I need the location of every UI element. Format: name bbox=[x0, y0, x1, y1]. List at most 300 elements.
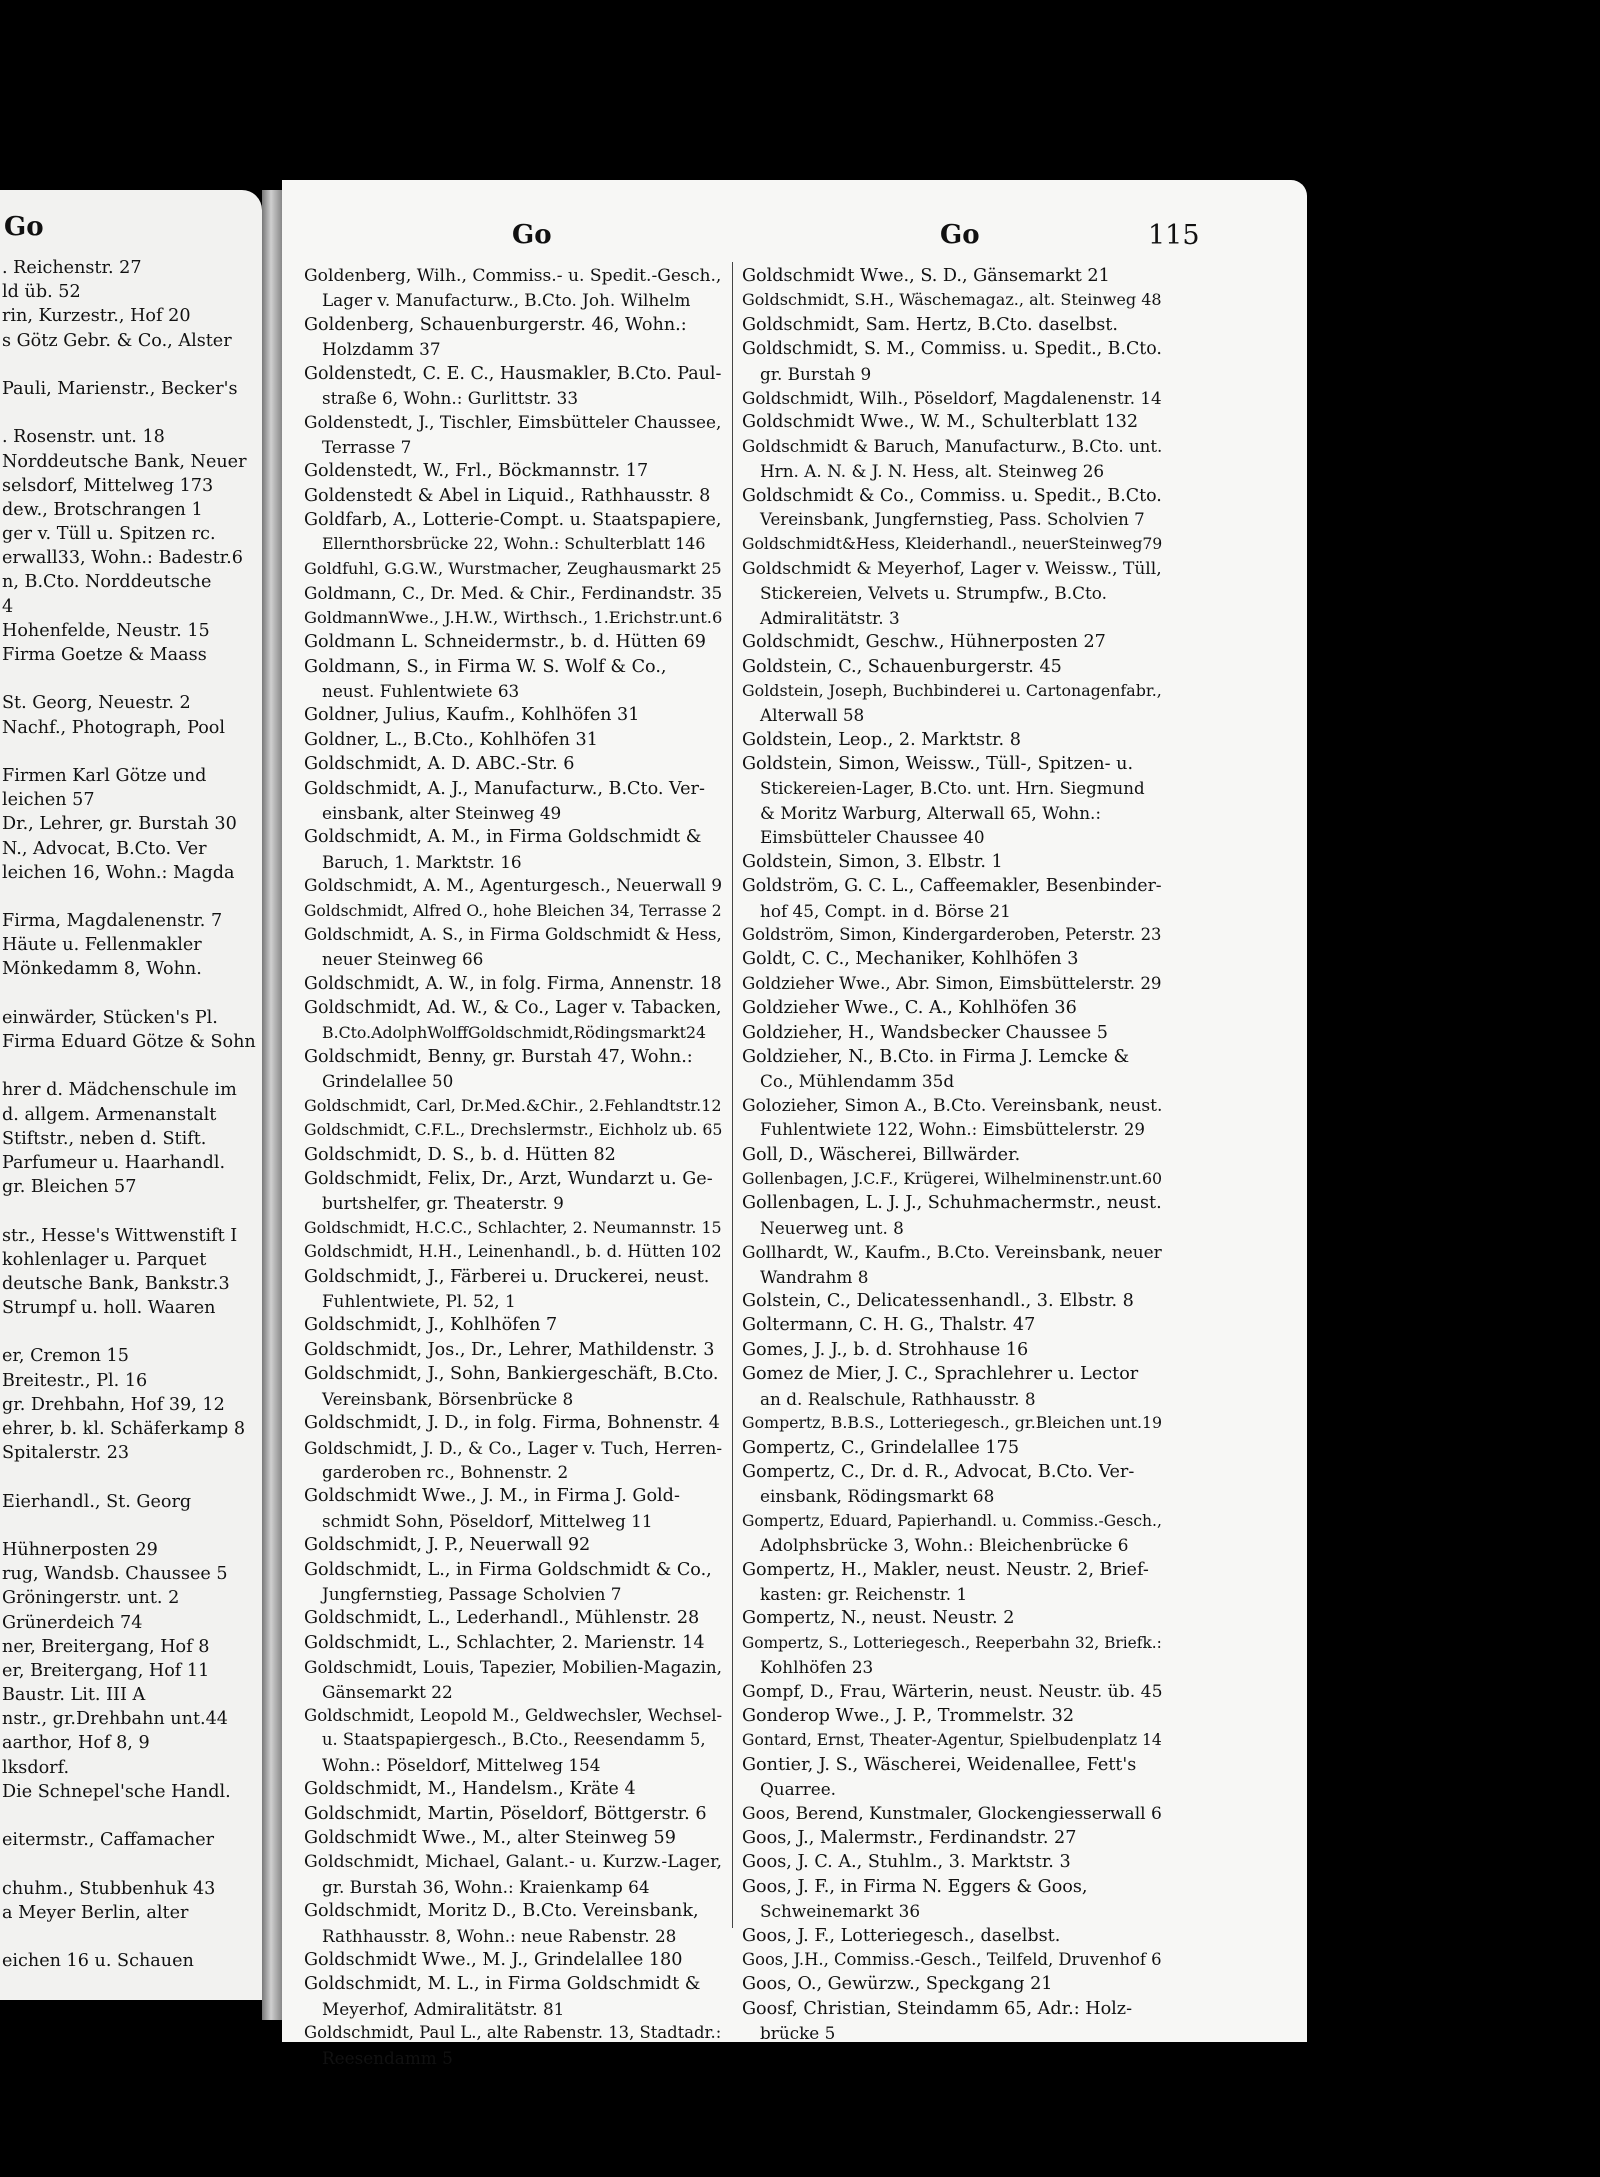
directory-entry bbox=[742, 679, 1162, 728]
entry-line: Goldschmidt, M., Handelsm., Kräte 4 bbox=[304, 1779, 636, 1800]
entry-continuation-line: Hrn. A. N. & J. N. Hess, alt. Steinweg 26 bbox=[760, 461, 1105, 482]
entry-line: Goldschmidt Wwe., M., alter Steinweg 59 bbox=[304, 1828, 676, 1848]
entry-continuation-line: Jungfernstieg, Passage Scholvien 7 bbox=[322, 1583, 622, 1604]
directory-entry bbox=[742, 410, 1162, 434]
entry-continuation-line: straße 6, Wohn.: Gurlittstr. 33 bbox=[322, 388, 579, 409]
directory-entry bbox=[742, 1045, 1162, 1094]
entry-line: Goldschmidt & Co., Commiss. u. Spedit., B.Cto. bbox=[742, 485, 1162, 506]
entry-continuation-line: Adolphsbrücke 3, Wohn.: Bleichenbrücke 6 bbox=[760, 1535, 1129, 1556]
left-page-line: Firmen Karl Götze und bbox=[2, 765, 207, 786]
left-page-line: Pauli, Marienstr., Becker's bbox=[2, 378, 238, 399]
entry-continuation-line: B.Cto.AdolphWolffGoldschmidt,Rödingsmarkt24 bbox=[322, 1022, 706, 1042]
directory-entry bbox=[304, 2021, 722, 2070]
left-page-lines bbox=[2, 256, 256, 1973]
entry-line: Goldström, Simon, Kindergarderoben, Peterstr. 23 bbox=[742, 924, 1162, 944]
entry-continuation-line: Gänsemarkt 22 bbox=[322, 1681, 453, 1702]
entry-line: Goldzieher, N., B.Cto. in Firma J. Lemcke & bbox=[742, 1047, 1130, 1067]
left-page-line: er, Breitergang, Hof 11 bbox=[2, 1660, 210, 1681]
left-page-line: gr. Drehbahn, Hof 39, 12 bbox=[2, 1394, 225, 1415]
directory-entry bbox=[742, 1680, 1162, 1704]
entry-continuation-line: Stickereien, Velvets u. Strumpfw., B.Cto. bbox=[760, 583, 1107, 604]
left-page-line: er, Cremon 15 bbox=[2, 1346, 129, 1367]
entry-line: Goldschmidt, H.C.C., Schlachter, 2. Neumannstr. 15 bbox=[304, 1217, 722, 1237]
directory-entry bbox=[304, 1484, 722, 1533]
left-page-line: Stiftstr., neben d. Stift. bbox=[2, 1128, 207, 1149]
left-page-line bbox=[2, 1465, 256, 1489]
entry-continuation-line: Co., Mühlendamm 35d bbox=[760, 1071, 955, 1092]
entry-continuation-line: Eimsbütteler Chaussee 40 bbox=[760, 827, 985, 848]
directory-entry bbox=[304, 1338, 722, 1362]
left-page-line: Norddeutsche Bank, Neuer bbox=[2, 451, 247, 472]
entry-line: Goldzieher Wwe., Abr. Simon, Eimsbüttelerstr. 29 bbox=[742, 973, 1162, 993]
entry-line: Goldstein, Simon, 3. Elbstr. 1 bbox=[742, 851, 1003, 872]
directory-entry bbox=[304, 606, 722, 630]
entry-continuation-line: Neuerweg unt. 8 bbox=[760, 1217, 904, 1238]
directory-entry bbox=[304, 264, 722, 313]
entry-line: Goosf, Christian, Steindamm 65, Adr.: Holz- bbox=[742, 1998, 1133, 2019]
directory-entry bbox=[304, 459, 722, 483]
entry-line: Goos, J. F., in Firma N. Eggers & Goos, bbox=[742, 1876, 1088, 1897]
entry-line: Goldschmidt, A. S., in Firma Goldschmidt & Hess, bbox=[304, 924, 722, 944]
entry-line: Goldschmidt, Jos., Dr., Lehrer, Mathildenstr. 3 bbox=[304, 1339, 715, 1360]
entry-line: Gomez de Mier, J. C., Sprachlehrer u. Lector bbox=[742, 1364, 1139, 1385]
left-page-line: ger v. Tüll u. Spitzen rc. bbox=[2, 524, 216, 545]
directory-entry bbox=[304, 655, 722, 704]
entry-line: Goldfarb, A., Lotterie-Compt. u. Staatspapiere, bbox=[304, 510, 722, 531]
entry-line: Goldmann, C., Dr. Med. & Chir., Ferdinandstr. 35 bbox=[304, 583, 723, 604]
entry-continuation-line: neust. Fuhlentwiete 63 bbox=[322, 680, 520, 701]
entry-continuation-line: brücke 5 bbox=[760, 2023, 836, 2044]
left-page-line: s Götz Gebr. & Co., Alster bbox=[2, 330, 232, 351]
left-page-line: d. allgem. Armenanstalt bbox=[2, 1104, 217, 1125]
left-page-line: Nachf., Photograph, Pool bbox=[2, 717, 226, 738]
directory-entry bbox=[304, 508, 722, 557]
entry-line: Goldner, L., B.Cto., Kohlhöfen 31 bbox=[304, 729, 598, 750]
entry-continuation-line: an d. Realschule, Rathhausstr. 8 bbox=[760, 1388, 1036, 1409]
left-page-line: St. Georg, Neuestr. 2 bbox=[2, 693, 191, 714]
left-page-line: nstr., gr.Drehbahn unt.44 bbox=[2, 1709, 228, 1730]
left-page-line: Firma, Magdalenenstr. 7 bbox=[2, 911, 223, 932]
entry-line: Gompertz, N., neust. Neustr. 2 bbox=[742, 1608, 1015, 1629]
entry-line: Gollhardt, W., Kaufm., B.Cto. Vereinsbank, neuer bbox=[742, 1242, 1162, 1263]
directory-entry bbox=[742, 1313, 1162, 1337]
entry-line: Goldschmidt, L., Lederhandl., Mühlenstr. 28 bbox=[304, 1608, 700, 1629]
left-page-line bbox=[2, 982, 256, 1006]
entry-line: Goldenstedt & Abel in Liquid., Rathhausstr. 8 bbox=[304, 485, 711, 506]
left-page-line: Die Schnepel'sche Handl. bbox=[2, 1781, 231, 1802]
entry-continuation-line: Lager v. Manufacturw., B.Cto. Joh. Wilhelm bbox=[322, 290, 691, 311]
entry-line: Goldschmidt Wwe., M. J., Grindelallee 180 bbox=[304, 1950, 683, 1971]
entry-line: Gontard, Ernst, Theater-Agentur, Spielbudenplatz 14 bbox=[742, 1731, 1162, 1750]
entry-line: Goldschmidt, A. M., in Firma Goldschmidt & bbox=[304, 827, 702, 848]
directory-entry bbox=[304, 972, 722, 996]
entry-line: Goldschmidt, J. P., Neuerwall 92 bbox=[304, 1535, 591, 1556]
entry-continuation-line: Holzdamm 37 bbox=[322, 339, 441, 360]
entry-line: Gontier, J. S., Wäscherei, Weidenallee, Fett's bbox=[742, 1754, 1137, 1775]
entry-line: Goldschmidt, Sam. Hertz, B.Cto. daselbst. bbox=[742, 314, 1118, 335]
directory-entry bbox=[742, 1802, 1162, 1826]
left-page-line: Spitalerstr. 23 bbox=[2, 1443, 130, 1464]
directory-entry bbox=[304, 362, 722, 411]
directory-entry bbox=[742, 1606, 1162, 1630]
left-page-line: N., Advocat, B.Cto. Ver bbox=[2, 838, 207, 859]
entry-continuation-line: Schweinemarkt 36 bbox=[760, 1901, 921, 1922]
directory-entry bbox=[304, 1972, 722, 2021]
left-page-line bbox=[2, 740, 256, 764]
left-page-line: gr. Bleichen 57 bbox=[2, 1177, 137, 1198]
entry-continuation-line: Reesendamm 5 bbox=[322, 2047, 453, 2068]
directory-entry bbox=[742, 972, 1162, 996]
left-page-line: Firma Eduard Götze & Sohn bbox=[2, 1032, 256, 1052]
directory-entry bbox=[304, 1094, 722, 1118]
entry-line: Goldschmidt, J., Sohn, Bankiergeschäft, B.Cto. bbox=[304, 1364, 719, 1385]
entry-line: Goll, D., Wäscherei, Billwärder. bbox=[742, 1144, 1021, 1165]
entry-line: GoldmannWwe., J.H.W., Wirthsch., 1.Erichstr.unt.6 bbox=[304, 607, 723, 627]
entry-continuation-line: gr. Burstah 36, Wohn.: Kraienkamp 64 bbox=[322, 1876, 650, 1897]
directory-entry bbox=[742, 1972, 1162, 1996]
directory-entry bbox=[742, 1436, 1162, 1460]
directory-entry bbox=[742, 1338, 1162, 1362]
column-header-right: Go bbox=[940, 220, 980, 250]
directory-entry bbox=[742, 1704, 1162, 1728]
entry-line: Goos, O., Gewürzw., Speckgang 21 bbox=[742, 1974, 1053, 1995]
directory-entry bbox=[742, 1021, 1162, 1045]
entry-continuation-line: kasten: gr. Reichenstr. 1 bbox=[760, 1583, 968, 1604]
entry-line: Goldschmidt, Moritz D., B.Cto. Vereinsbank, bbox=[304, 1901, 699, 1922]
directory-column-2 bbox=[742, 264, 1162, 2046]
directory-entry bbox=[304, 630, 722, 654]
entry-line: Goldzieher Wwe., C. A., Kohlhöfen 36 bbox=[742, 998, 1077, 1019]
entry-line: Gompertz, H., Makler, neust. Neustr. 2, Brief- bbox=[742, 1559, 1149, 1580]
entry-line: Goldschmidt, M. L., in Firma Goldschmidt & bbox=[304, 1974, 701, 1995]
right-page bbox=[282, 180, 1307, 2068]
directory-entry bbox=[304, 581, 722, 605]
entry-line: Goldstein, Leop., 2. Marktstr. 8 bbox=[742, 729, 1021, 750]
directory-entry bbox=[742, 1411, 1162, 1435]
entry-continuation-line: einsbank, Rödingsmarkt 68 bbox=[760, 1486, 995, 1507]
left-page-line: eitermstr., Caffamacher bbox=[2, 1830, 215, 1851]
left-page-line: Gröningerstr. unt. 2 bbox=[2, 1588, 180, 1609]
left-page-line: Breitestr., Pl. 16 bbox=[2, 1370, 148, 1391]
entry-line: Goldschmidt, H.H., Leinenhandl., b. d. Hütten 102 bbox=[304, 1242, 722, 1262]
directory-entry bbox=[742, 728, 1162, 752]
directory-entry bbox=[742, 1509, 1162, 1558]
entry-continuation-line: Rathhausstr. 8, Wohn.: neue Rabenstr. 28 bbox=[322, 1925, 677, 1946]
entry-line: Goldschmidt Wwe., J. M., in Firma J. Gold- bbox=[304, 1486, 680, 1507]
directory-entry bbox=[304, 484, 722, 508]
directory-entry bbox=[742, 532, 1162, 556]
entry-line: Goldschmidt & Baruch, Manufacturw., B.Cto. unt. bbox=[742, 436, 1163, 456]
directory-entry bbox=[742, 1191, 1162, 1240]
directory-entry bbox=[742, 557, 1162, 630]
entry-line: Goldmann, S., in Firma W. S. Wolf & Co., bbox=[304, 656, 667, 677]
left-page-line: Parfumeur u. Haarhandl. bbox=[2, 1152, 226, 1173]
directory-entry bbox=[304, 313, 722, 362]
directory-entry bbox=[304, 703, 722, 727]
entry-line: Goldschmidt, A. W., in folg. Firma, Annenstr. 18 bbox=[304, 973, 722, 994]
directory-entry bbox=[304, 1802, 722, 1826]
entry-line: Gomes, J. J., b. d. Strohhause 16 bbox=[742, 1339, 1029, 1360]
directory-entry bbox=[742, 1924, 1162, 1948]
entry-line: Goldt, C. C., Mechaniker, Kohlhöfen 3 bbox=[742, 949, 1079, 970]
entry-line: Gollenbagen, L. J. J., Schuhmachermstr., neust. bbox=[742, 1193, 1162, 1214]
directory-entry bbox=[304, 1631, 722, 1655]
directory-entry bbox=[742, 1753, 1162, 1802]
left-page-line: Hühnerposten 29 bbox=[2, 1539, 158, 1560]
entry-continuation-line: garderoben rc., Bohnenstr. 2 bbox=[322, 1461, 569, 1482]
entry-line: Gollenbagen, J.C.F., Krügerei, Wilhelminenstr.unt.60 bbox=[742, 1169, 1163, 1189]
entry-line: Goldschmidt, S.H., Wäschemagaz., alt. Steinweg 48 bbox=[742, 290, 1162, 310]
left-page-line: leichen 16, Wohn.: Magda bbox=[2, 862, 235, 883]
directory-entry bbox=[304, 1777, 722, 1801]
entry-line: Goldenberg, Schauenburgerstr. 46, Wohn.: bbox=[304, 314, 687, 335]
directory-entry bbox=[304, 1704, 722, 1777]
directory-entry bbox=[742, 484, 1162, 533]
directory-entry bbox=[742, 1850, 1162, 1874]
entry-line: Goldschmidt, Martin, Pöseldorf, Böttgerstr. 6 bbox=[304, 1803, 707, 1824]
left-page-line bbox=[2, 353, 256, 377]
entry-line: Goltermann, C. H. G., Thalstr. 47 bbox=[742, 1315, 1036, 1336]
entry-line: Goldschmidt Wwe., W. M., Schulterblatt 132 bbox=[742, 412, 1139, 433]
directory-entry bbox=[304, 899, 722, 923]
directory-entry bbox=[304, 752, 722, 776]
entry-continuation-line: Alterwall 58 bbox=[760, 705, 865, 726]
entry-line: Goos, J. F., Lotteriegesch., daselbst. bbox=[742, 1925, 1061, 1946]
directory-entry bbox=[742, 337, 1162, 386]
directory-entry bbox=[742, 1875, 1162, 1924]
entry-continuation-line: gr. Burstah 9 bbox=[760, 363, 872, 384]
directory-entry bbox=[304, 1558, 722, 1607]
directory-entry bbox=[304, 923, 722, 972]
entry-line: Goos, J. C. A., Stuhlm., 3. Marktstr. 3 bbox=[742, 1852, 1071, 1873]
entry-line: Gompertz, B.B.S., Lotteriegesch., gr.Bleichen unt.19 bbox=[742, 1413, 1163, 1433]
directory-entry bbox=[304, 777, 722, 826]
left-page-line: dew., Brotschrangen 1 bbox=[2, 499, 203, 520]
entry-line: Gonderop Wwe., J. P., Trommelstr. 32 bbox=[742, 1705, 1075, 1726]
entry-line: Goldner, Julius, Kaufm., Kohlhöfen 31 bbox=[304, 705, 640, 726]
left-page-line: selsdorf, Mittelweg 173 bbox=[2, 475, 214, 496]
directory-entry bbox=[742, 630, 1162, 654]
left-page-line: einwärder, Stücken's Pl. bbox=[2, 1007, 218, 1028]
directory-entry bbox=[742, 850, 1162, 874]
left-page-line: Grünerdeich 74 bbox=[2, 1612, 143, 1633]
left-page-line bbox=[2, 885, 256, 909]
entry-continuation-line: neuer Steinweg 66 bbox=[322, 949, 484, 970]
directory-entry bbox=[304, 1948, 722, 1972]
left-page-line: a Meyer Berlin, alter bbox=[2, 1902, 189, 1923]
column-header-left: Go bbox=[512, 220, 552, 250]
left-page-line: Baustr. Lit. III A bbox=[2, 1685, 146, 1706]
entry-line: Goldmann L. Schneidermstr., b. d. Hütten 69 bbox=[304, 632, 706, 653]
entry-line: Goldschmidt, A. D. ABC.-Str. 6 bbox=[304, 754, 575, 775]
entry-line: Goldschmidt, L., Schlachter, 2. Marienstr. 14 bbox=[304, 1632, 705, 1653]
directory-entry bbox=[742, 947, 1162, 971]
directory-entry bbox=[742, 752, 1162, 850]
entry-line: Gompertz, C., Grindelallee 175 bbox=[742, 1437, 1020, 1458]
directory-entry bbox=[304, 1533, 722, 1557]
entry-line: Goldschmidt, J., Färberei u. Druckerei, neust. bbox=[304, 1266, 710, 1287]
left-page-line bbox=[2, 1804, 256, 1828]
entry-continuation-line: Terrasse 7 bbox=[322, 436, 412, 457]
left-page-line: deutsche Bank, Bankstr.3 bbox=[2, 1273, 230, 1294]
entry-line: Goldschmidt, S. M., Commiss. u. Spedit., B.Cto. bbox=[742, 339, 1162, 360]
left-page-line: hrer d. Mädchenschule im bbox=[2, 1080, 237, 1101]
entry-line: Goldschmidt, D. S., b. d. Hütten 82 bbox=[304, 1144, 616, 1165]
left-page bbox=[0, 190, 262, 2000]
left-page-line: kohlenlager u. Parquet bbox=[2, 1249, 207, 1270]
left-page-line: Häute u. Fellenmakler bbox=[2, 935, 202, 956]
directory-column-1 bbox=[304, 264, 722, 2070]
entry-line: Goldschmidt, C.F.L., Drechslermstr., Eichholz ub. 65 bbox=[304, 1120, 723, 1140]
directory-entry bbox=[304, 1216, 722, 1240]
left-page-line: Eierhandl., St. Georg bbox=[2, 1491, 192, 1512]
directory-entry bbox=[742, 1289, 1162, 1313]
entry-line: Golozieher, Simon A., B.Cto. Vereinsbank, neust. bbox=[742, 1095, 1163, 1116]
directory-entry bbox=[742, 435, 1162, 484]
directory-entry bbox=[304, 1436, 722, 1485]
directory-entry bbox=[742, 1631, 1162, 1680]
entry-line: Goldschmidt, Benny, gr. Burstah 47, Wohn.: bbox=[304, 1047, 693, 1067]
entry-line: Goldschmidt&Hess, Kleiderhandl., neuerSteinweg79 bbox=[742, 534, 1163, 554]
entry-line: Goldschmidt, Alfred O., hohe Bleichen 34, Terrasse 2 bbox=[304, 901, 722, 920]
left-page-line: rug, Wandsb. Chaussee 5 bbox=[2, 1564, 228, 1585]
entry-continuation-line: Admiralitätstr. 3 bbox=[760, 607, 900, 628]
entry-line: Goldenstedt, C. E. C., Hausmakler, B.Cto. Paul- bbox=[304, 363, 722, 384]
left-page-line bbox=[2, 1925, 256, 1949]
entry-line: Goldstein, Joseph, Buchbinderei u. Cartonagenfabr., bbox=[742, 680, 1162, 700]
left-page-line: lksdorf. bbox=[2, 1757, 70, 1778]
directory-entry bbox=[742, 264, 1162, 288]
entry-continuation-line: Quarree. bbox=[760, 1779, 837, 1800]
left-page-line: Hohenfelde, Neustr. 15 bbox=[2, 620, 210, 641]
entry-line: Goldschmidt, Felix, Dr., Arzt, Wundarzt u. Ge- bbox=[304, 1169, 713, 1190]
entry-line: Gompertz, S., Lotteriegesch., Reeperbahn 32, Briefk.: bbox=[742, 1633, 1162, 1652]
entry-line: Goldschmidt, L., in Firma Goldschmidt & Co., bbox=[304, 1559, 712, 1580]
entry-line: Goldschmidt, Michael, Galant.- u. Kurzw.-Lager, bbox=[304, 1852, 722, 1873]
left-page-line: Strumpf u. holl. Waaren bbox=[2, 1298, 216, 1319]
directory-entry bbox=[742, 1826, 1162, 1850]
book-gutter bbox=[262, 190, 282, 2020]
directory-entry bbox=[304, 1118, 722, 1142]
directory-entry bbox=[304, 1143, 722, 1167]
entry-line: Gompf, D., Frau, Wärterin, neust. Neustr. üb. 45 bbox=[742, 1681, 1163, 1702]
left-page-line bbox=[2, 1320, 256, 1344]
entry-line: Goldschmidt, Leopold M., Geldwechsler, Wechsel- bbox=[304, 1705, 723, 1725]
directory-entry bbox=[304, 1899, 722, 1948]
left-page-line: 4 bbox=[2, 596, 14, 617]
entry-line: Gompertz, Eduard, Papierhandl. u. Commiss.-Gesch., bbox=[742, 1511, 1162, 1530]
entry-continuation-line: Kohlhöfen 23 bbox=[760, 1657, 874, 1678]
left-page-line: chuhm., Stubbenhuk 43 bbox=[2, 1878, 216, 1899]
entry-continuation-line: Baruch, 1. Marktstr. 16 bbox=[322, 851, 522, 872]
entry-continuation-line: einsbank, alter Steinweg 49 bbox=[322, 802, 562, 823]
directory-entry bbox=[304, 825, 722, 874]
directory-entry bbox=[742, 996, 1162, 1020]
directory-entry bbox=[742, 1167, 1162, 1191]
entry-continuation-line: Fuhlentwiete 122, Wohn.: Eimsbüttelerstr. 29 bbox=[760, 1120, 1145, 1140]
directory-entry bbox=[304, 1826, 722, 1850]
left-page-line: . Reichenstr. 27 bbox=[2, 258, 142, 278]
left-page-line: Dr., Lehrer, gr. Burstah 30 bbox=[2, 814, 237, 835]
entry-line: Goldstein, Simon, Weissw., Tüll-, Spitzen- u. bbox=[742, 754, 1134, 775]
entry-line: Goldenstedt, J., Tischler, Eimsbütteler Chaussee, bbox=[304, 412, 722, 433]
entry-continuation-line: & Moritz Warburg, Alterwall 65, Wohn.: bbox=[760, 802, 1102, 823]
entry-line: Goldschmidt, Louis, Tapezier, Mobilien-Magazin, bbox=[304, 1657, 723, 1678]
left-page-line: eichen 16 u. Schauen bbox=[2, 1951, 194, 1972]
page-number: 115 bbox=[1148, 220, 1200, 251]
entry-continuation-line: Meyerhof, Admiralitätstr. 81 bbox=[322, 1998, 565, 2019]
directory-entry bbox=[304, 1850, 722, 1899]
directory-entry bbox=[742, 1728, 1162, 1752]
directory-entry bbox=[304, 1045, 722, 1094]
entry-line: Goldfuhl, G.G.W., Wurstmacher, Zeughausmarkt 25 bbox=[304, 558, 722, 578]
entry-continuation-line: Wohn.: Pöseldorf, Mittelweg 154 bbox=[322, 1754, 601, 1775]
entry-line: Goldschmidt, Wilh., Pöseldorf, Magdalenenstr. 14 bbox=[742, 388, 1162, 409]
directory-entry bbox=[742, 1997, 1162, 2046]
directory-entry bbox=[742, 1460, 1162, 1509]
directory-entry bbox=[304, 1313, 722, 1337]
entry-line: Goldschmidt, Ad. W., & Co., Lager v. Tabacken, bbox=[304, 998, 722, 1019]
left-page-line bbox=[2, 1054, 256, 1078]
entry-line: Goldenstedt, W., Frl., Böckmannstr. 17 bbox=[304, 461, 649, 482]
directory-entry bbox=[304, 1167, 722, 1216]
left-page-line: aarthor, Hof 8, 9 bbox=[2, 1733, 150, 1754]
directory-entry bbox=[304, 1655, 722, 1704]
left-page-line bbox=[2, 1199, 256, 1223]
left-page-line bbox=[2, 1852, 256, 1876]
directory-entry bbox=[304, 728, 722, 752]
directory-entry bbox=[304, 557, 722, 581]
left-page-line bbox=[2, 401, 256, 425]
entry-line: Goldschmidt, A. M., Agenturgesch., Neuerwall 9 bbox=[304, 876, 723, 897]
entry-line: Goldenberg, Wilh., Commiss.- u. Spedit.-Gesch., bbox=[304, 266, 722, 286]
directory-entry bbox=[742, 655, 1162, 679]
entry-line: Goldschmidt, J. D., & Co., Lager v. Tuch, Herren- bbox=[304, 1437, 723, 1458]
entry-line: Goldschmidt Wwe., S. D., Gänsemarkt 21 bbox=[742, 266, 1110, 286]
left-page-line: leichen 57 bbox=[2, 790, 95, 811]
entry-line: Goldschmidt, J., Kohlhöfen 7 bbox=[304, 1315, 558, 1336]
left-page-header: Go bbox=[4, 212, 44, 242]
left-page-line: n, B.Cto. Norddeutsche bbox=[2, 572, 212, 593]
left-page-line bbox=[2, 667, 256, 691]
directory-entry bbox=[304, 874, 722, 898]
entry-line: Goldschmidt, J. D., in folg. Firma, Bohnenstr. 4 bbox=[304, 1413, 720, 1434]
entry-line: Goldschmidt, A. J., Manufacturw., B.Cto. Ver- bbox=[304, 778, 705, 799]
entry-line: Goldschmidt, Geschw., Hühnerposten 27 bbox=[742, 632, 1106, 653]
entry-line: Goldström, G. C. L., Caffeemakler, Besenbinder- bbox=[742, 876, 1162, 897]
left-page-line: ehrer, b. kl. Schäferkamp 8 bbox=[2, 1419, 246, 1439]
entry-continuation-line: schmidt Sohn, Pöseldorf, Mittelweg 11 bbox=[322, 1510, 653, 1531]
entry-continuation-line: Fuhlentwiete, Pl. 52, 1 bbox=[322, 1291, 516, 1312]
entry-line: Goos, J.H., Commiss.-Gesch., Teilfeld, Druvenhof 6 bbox=[742, 1950, 1162, 1970]
entry-line: Golstein, C., Delicatessenhandl., 3. Elbstr. 8 bbox=[742, 1291, 1134, 1312]
entry-continuation-line: Vereinsbank, Jungfernstieg, Pass. Scholvien 7 bbox=[760, 510, 1145, 530]
entry-continuation-line: Wandrahm 8 bbox=[760, 1266, 869, 1287]
entry-line: Goldschmidt, Paul L., alte Rabenstr. 13, Stadtadr.: bbox=[304, 2023, 722, 2043]
directory-entry bbox=[742, 1558, 1162, 1607]
entry-continuation-line: Grindelallee 50 bbox=[322, 1071, 454, 1092]
entry-continuation-line: hof 45, Compt. in d. Börse 21 bbox=[760, 900, 1011, 921]
entry-line: Gompertz, C., Dr. d. R., Advocat, B.Cto. Ver- bbox=[742, 1461, 1135, 1482]
entry-line: Goldstein, C., Schauenburgerstr. 45 bbox=[742, 656, 1062, 677]
left-page-line: erwall33, Wohn.: Badestr.6 bbox=[2, 548, 243, 569]
left-page-line: str., Hesse's Wittwenstift I bbox=[2, 1225, 238, 1246]
left-page-line: Mönkedamm 8, Wohn. bbox=[2, 959, 202, 980]
directory-entry bbox=[742, 313, 1162, 337]
directory-entry bbox=[742, 1948, 1162, 1972]
entry-line: Goldzieher, H., Wandsbecker Chaussee 5 bbox=[742, 1022, 1108, 1043]
entry-continuation-line: burtshelfer, gr. Theaterstr. 9 bbox=[322, 1193, 564, 1214]
